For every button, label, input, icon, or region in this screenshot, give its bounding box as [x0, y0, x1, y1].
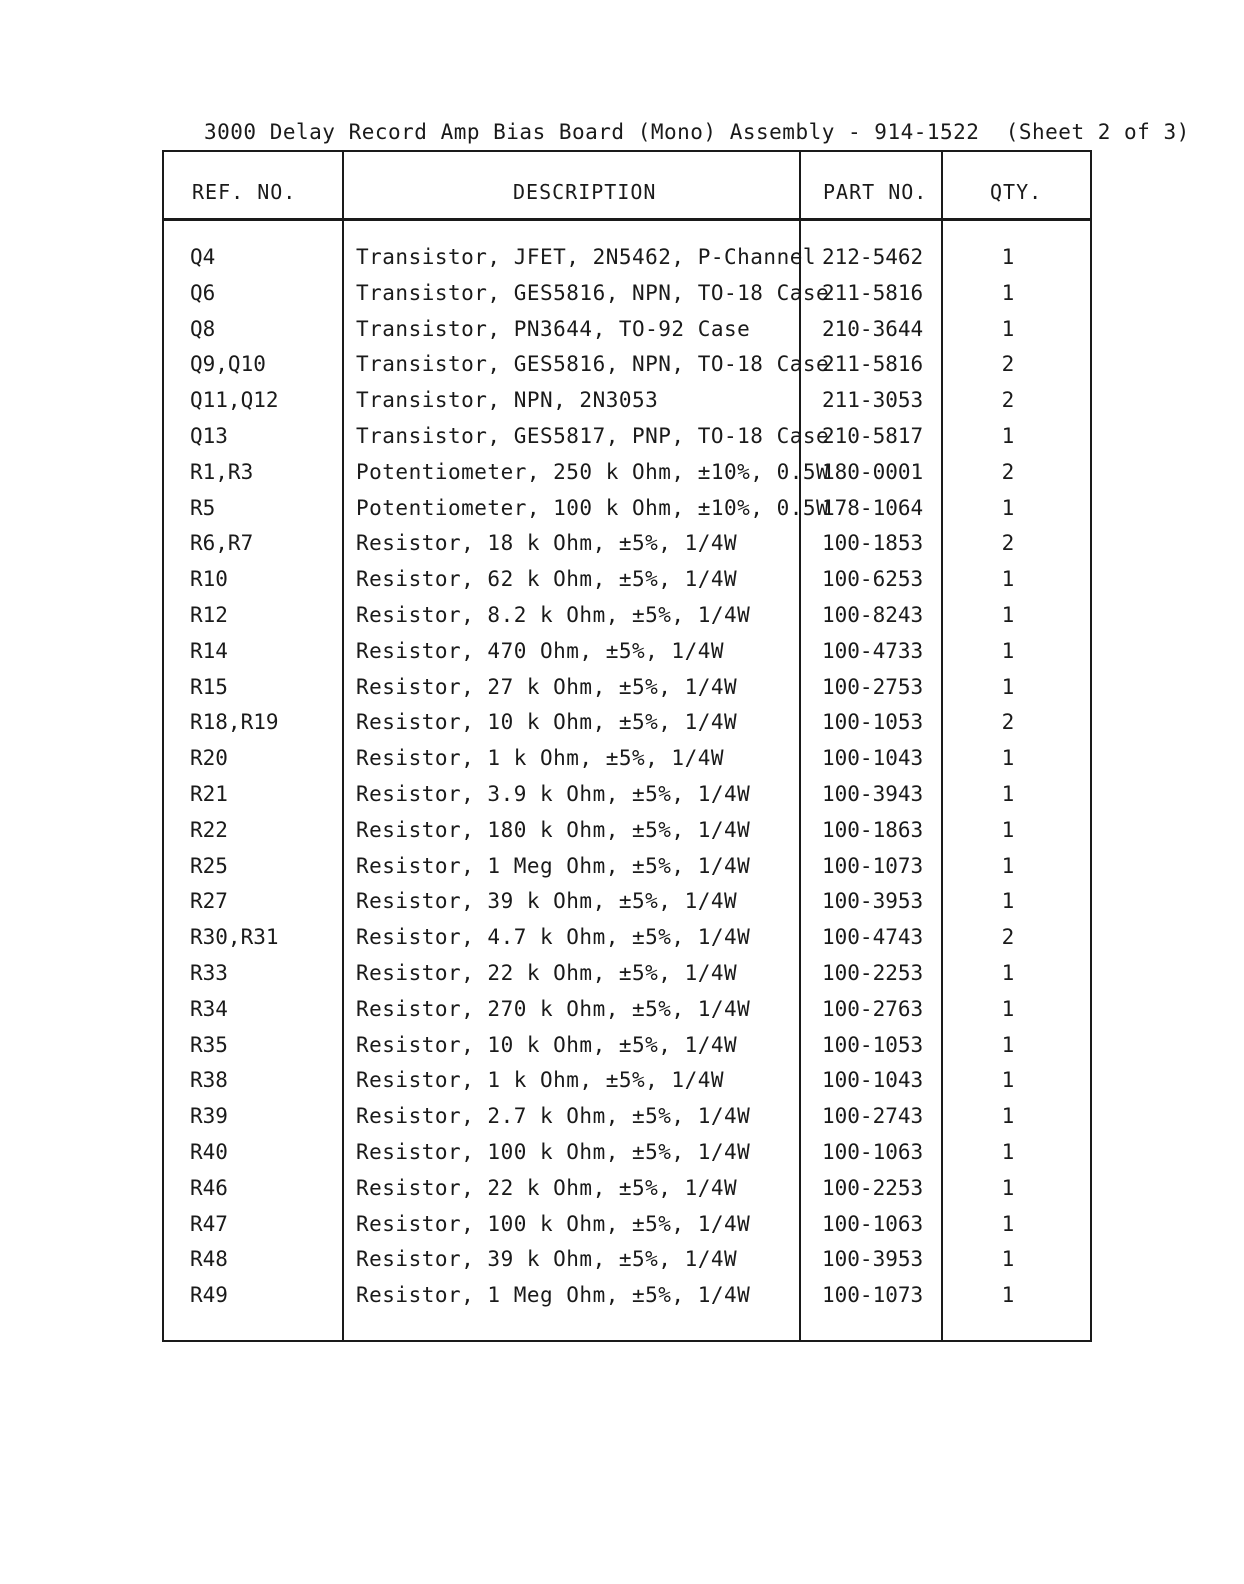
ref-cell: Q11,Q12	[190, 388, 279, 413]
table-row	[164, 455, 1090, 491]
ref-cell: R49	[190, 1283, 228, 1308]
document-title: 3000 Delay Record Amp Bias Board (Mono) Assembly - 914-1522 (Sheet 2 of 3)	[204, 120, 1190, 144]
part-number-cell: 100-1043	[822, 1068, 924, 1093]
part-number-cell: 100-3953	[822, 889, 924, 914]
description-cell: Resistor, 39 k Ohm, ±5%, 1/4W	[356, 1247, 738, 1272]
table-row	[164, 1278, 1090, 1314]
table-row	[164, 347, 1090, 383]
table-row	[164, 1063, 1090, 1099]
part-number-cell: 100-1853	[822, 531, 924, 556]
description-cell: Resistor, 22 k Ohm, ±5%, 1/4W	[356, 1175, 738, 1200]
table-row	[164, 1207, 1090, 1243]
ref-cell: R6,R7	[190, 531, 254, 556]
part-number-cell: 211-5816	[822, 352, 924, 377]
description-cell: Resistor, 2.7 k Ohm, ±5%, 1/4W	[356, 1104, 751, 1129]
quantity-cell: 1	[1001, 280, 1015, 305]
quantity-cell: 1	[1001, 817, 1015, 842]
ref-cell: R15	[190, 674, 228, 699]
description-cell: Resistor, 10 k Ohm, ±5%, 1/4W	[356, 710, 738, 735]
part-number-cell: 210-3644	[822, 316, 924, 341]
quantity-cell: 1	[1001, 996, 1015, 1021]
table-row	[164, 562, 1090, 598]
part-number-cell: 100-3953	[822, 1247, 924, 1272]
ref-cell: R21	[190, 781, 228, 806]
quantity-cell: 1	[1001, 674, 1015, 699]
ref-cell: R40	[190, 1139, 228, 1164]
description-cell: Transistor, NPN, 2N3053	[356, 388, 659, 413]
parts-list-table	[162, 150, 1092, 1342]
quantity-cell: 1	[1001, 495, 1015, 520]
part-number-cell: 100-2743	[822, 1104, 924, 1129]
part-number-cell: 100-1073	[822, 1283, 924, 1308]
ref-cell: R46	[190, 1175, 228, 1200]
header-part-no: PART NO.	[823, 180, 928, 204]
part-number-cell: 211-5816	[822, 280, 924, 305]
table-row	[164, 312, 1090, 348]
ref-cell: R1,R3	[190, 459, 254, 484]
part-number-cell: 100-1063	[822, 1139, 924, 1164]
table-row	[164, 491, 1090, 527]
table-body	[164, 240, 1090, 1314]
description-cell: Resistor, 39 k Ohm, ±5%, 1/4W	[356, 889, 738, 914]
table-row	[164, 1028, 1090, 1064]
table-row	[164, 1135, 1090, 1171]
quantity-cell: 2	[1001, 710, 1015, 735]
part-number-cell: 100-8243	[822, 602, 924, 627]
part-number-cell: 178-1064	[822, 495, 924, 520]
table-row	[164, 598, 1090, 634]
description-cell: Transistor, GES5816, NPN, TO-18 Case	[356, 352, 830, 377]
ref-cell: R35	[190, 1032, 228, 1057]
quantity-cell: 2	[1001, 388, 1015, 413]
table-row	[164, 276, 1090, 312]
quantity-cell: 1	[1001, 1104, 1015, 1129]
quantity-cell: 1	[1001, 1139, 1015, 1164]
header-description: DESCRIPTION	[513, 180, 657, 204]
part-number-cell: 100-1053	[822, 710, 924, 735]
part-number-cell: 100-2763	[822, 996, 924, 1021]
description-cell: Potentiometer, 100 k Ohm, ±10%, 0.5W	[356, 495, 830, 520]
ref-cell: R22	[190, 817, 228, 842]
ref-cell: R30,R31	[190, 925, 279, 950]
quantity-cell: 2	[1001, 925, 1015, 950]
part-number-cell: 212-5462	[822, 245, 924, 269]
ref-cell: R39	[190, 1104, 228, 1129]
ref-cell: Q8	[190, 316, 216, 341]
description-cell: Resistor, 8.2 k Ohm, ±5%, 1/4W	[356, 602, 751, 627]
table-row	[164, 1171, 1090, 1207]
table-row	[164, 741, 1090, 777]
part-number-cell: 100-6253	[822, 567, 924, 592]
description-cell: Resistor, 62 k Ohm, ±5%, 1/4W	[356, 567, 738, 592]
part-number-cell: 100-1063	[822, 1211, 924, 1236]
table-row	[164, 705, 1090, 741]
quantity-cell: 1	[1001, 1068, 1015, 1093]
description-cell: Resistor, 18 k Ohm, ±5%, 1/4W	[356, 531, 738, 556]
table-row	[164, 670, 1090, 706]
ref-cell: R27	[190, 889, 228, 914]
quantity-cell: 1	[1001, 567, 1015, 592]
description-cell: Resistor, 4.7 k Ohm, ±5%, 1/4W	[356, 925, 751, 950]
part-number-cell: 100-3943	[822, 781, 924, 806]
ref-cell: R25	[190, 853, 228, 878]
table-row	[164, 956, 1090, 992]
quantity-cell: 1	[1001, 602, 1015, 627]
part-number-cell: 210-5817	[822, 423, 924, 448]
description-cell: Resistor, 22 k Ohm, ±5%, 1/4W	[356, 960, 738, 985]
description-cell: Resistor, 1 Meg Ohm, ±5%, 1/4W	[356, 1283, 751, 1308]
ref-cell: R10	[190, 567, 228, 592]
ref-cell: Q13	[190, 423, 228, 448]
part-number-cell: 100-1863	[822, 817, 924, 842]
description-cell: Resistor, 1 k Ohm, ±5%, 1/4W	[356, 746, 725, 771]
part-number-cell: 100-4733	[822, 638, 924, 663]
table-row	[164, 383, 1090, 419]
ref-cell: R34	[190, 996, 228, 1021]
table-row	[164, 849, 1090, 885]
quantity-cell: 1	[1001, 638, 1015, 663]
ref-cell: R12	[190, 602, 228, 627]
description-cell: Transistor, PN3644, TO-92 Case	[356, 316, 751, 341]
quantity-cell: 1	[1001, 889, 1015, 914]
description-cell: Resistor, 100 k Ohm, ±5%, 1/4W	[356, 1211, 751, 1236]
part-number-cell: 180-0001	[822, 459, 924, 484]
quantity-cell: 1	[1001, 245, 1015, 269]
quantity-cell: 1	[1001, 853, 1015, 878]
table-row	[164, 526, 1090, 562]
part-number-cell: 100-2253	[822, 960, 924, 985]
quantity-cell: 1	[1001, 423, 1015, 448]
part-number-cell: 100-1073	[822, 853, 924, 878]
quantity-cell: 1	[1001, 781, 1015, 806]
part-number-cell: 100-4743	[822, 925, 924, 950]
quantity-cell: 1	[1001, 1211, 1015, 1236]
part-number-cell: 100-2753	[822, 674, 924, 699]
description-cell: Transistor, JFET, 2N5462, P-Channel	[356, 245, 817, 269]
description-cell: Transistor, GES5817, PNP, TO-18 Case	[356, 423, 830, 448]
ref-cell: R38	[190, 1068, 228, 1093]
description-cell: Potentiometer, 250 k Ohm, ±10%, 0.5W	[356, 459, 830, 484]
ref-cell: R20	[190, 746, 228, 771]
ref-cell: R14	[190, 638, 228, 663]
header-ref-no: REF. NO.	[192, 180, 297, 204]
quantity-cell: 1	[1001, 316, 1015, 341]
description-cell: Transistor, GES5816, NPN, TO-18 Case	[356, 280, 830, 305]
description-cell: Resistor, 10 k Ohm, ±5%, 1/4W	[356, 1032, 738, 1057]
description-cell: Resistor, 100 k Ohm, ±5%, 1/4W	[356, 1139, 751, 1164]
table-row	[164, 1242, 1090, 1278]
description-cell: Resistor, 3.9 k Ohm, ±5%, 1/4W	[356, 781, 751, 806]
quantity-cell: 1	[1001, 1032, 1015, 1057]
table-row	[164, 419, 1090, 455]
quantity-cell: 1	[1001, 960, 1015, 985]
ref-cell: R47	[190, 1211, 228, 1236]
quantity-cell: 1	[1001, 1175, 1015, 1200]
description-cell: Resistor, 1 k Ohm, ±5%, 1/4W	[356, 1068, 725, 1093]
part-number-cell: 100-2253	[822, 1175, 924, 1200]
quantity-cell: 2	[1001, 352, 1015, 377]
quantity-cell: 1	[1001, 746, 1015, 771]
table-row	[164, 992, 1090, 1028]
table-row	[164, 634, 1090, 670]
ref-cell: R33	[190, 960, 228, 985]
quantity-cell: 2	[1001, 459, 1015, 484]
ref-cell: Q6	[190, 280, 216, 305]
ref-cell: R48	[190, 1247, 228, 1272]
description-cell: Resistor, 470 Ohm, ±5%, 1/4W	[356, 638, 725, 663]
part-number-cell: 100-1053	[822, 1032, 924, 1057]
ref-cell: R5	[190, 495, 216, 520]
description-cell: Resistor, 1 Meg Ohm, ±5%, 1/4W	[356, 853, 751, 878]
ref-cell: Q4	[190, 245, 216, 269]
table-row	[164, 884, 1090, 920]
ref-cell: R18,R19	[190, 710, 279, 735]
quantity-cell: 1	[1001, 1283, 1015, 1308]
part-number-cell: 211-3053	[822, 388, 924, 413]
description-cell: Resistor, 27 k Ohm, ±5%, 1/4W	[356, 674, 738, 699]
ref-cell: Q9,Q10	[190, 352, 266, 377]
table-row	[164, 813, 1090, 849]
table-row	[164, 920, 1090, 956]
part-number-cell: 100-1043	[822, 746, 924, 771]
table-row	[164, 240, 1090, 276]
header-qty: QTY.	[990, 180, 1043, 204]
header-divider	[164, 218, 1090, 221]
quantity-cell: 2	[1001, 531, 1015, 556]
description-cell: Resistor, 180 k Ohm, ±5%, 1/4W	[356, 817, 751, 842]
table-row	[164, 1099, 1090, 1135]
quantity-cell: 1	[1001, 1247, 1015, 1272]
table-row	[164, 777, 1090, 813]
description-cell: Resistor, 270 k Ohm, ±5%, 1/4W	[356, 996, 751, 1021]
